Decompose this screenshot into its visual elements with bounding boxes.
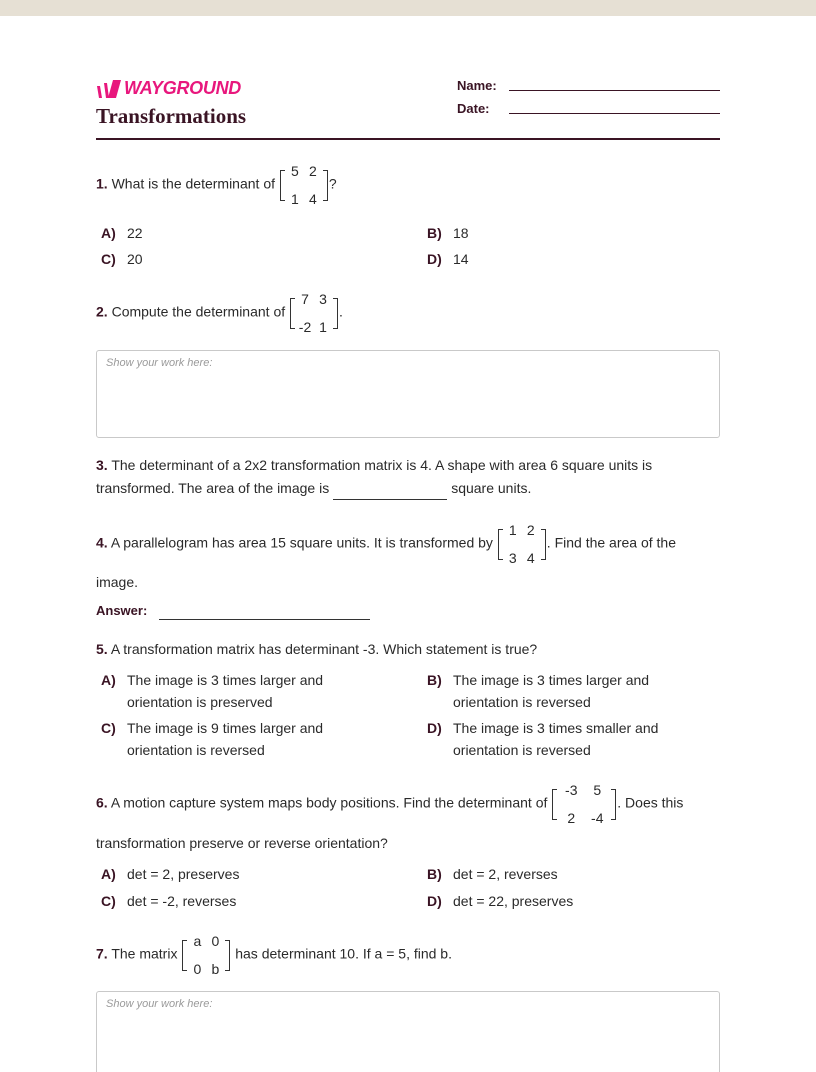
answer-label: Answer: <box>96 603 148 618</box>
option-text: det = 2, reverses <box>453 866 558 882</box>
option-text: 20 <box>127 251 143 267</box>
brand-name: WAYGROUND <box>124 78 241 98</box>
option-d[interactable] <box>422 248 673 270</box>
matrix-cell: a <box>193 933 202 949</box>
question-text-end: ? <box>328 175 337 192</box>
matrix-cell: -3 <box>565 782 578 798</box>
page-title: Transformations <box>96 104 247 128</box>
work-area[interactable] <box>96 350 720 438</box>
option-letter: C) <box>101 251 116 267</box>
question-text: image. <box>96 574 139 590</box>
option-text: det = -2, reverses <box>127 893 237 909</box>
question-text: What is the determinant of <box>111 175 275 192</box>
matrix-cell: 2 <box>567 810 576 826</box>
option-letter: B) <box>427 672 442 688</box>
matrix-cell: -2 <box>298 319 312 335</box>
option-text: 22 <box>127 225 143 241</box>
matrix <box>498 522 546 566</box>
question-5 <box>96 638 537 661</box>
date-field[interactable] <box>509 113 720 114</box>
option-d[interactable] <box>422 717 673 761</box>
work-area-placeholder: Show your work here: <box>106 357 213 369</box>
option-b[interactable] <box>422 863 673 885</box>
option-letter: A) <box>101 672 116 688</box>
question-number: 5. <box>96 641 108 657</box>
option-letter: D) <box>427 720 442 736</box>
matrix <box>182 933 230 977</box>
question-text: The matrix <box>111 945 178 962</box>
question-number: 2. <box>96 303 108 320</box>
option-c[interactable] <box>96 717 347 761</box>
option-a[interactable] <box>96 222 347 244</box>
matrix-cell: b <box>211 961 220 977</box>
name-label: Name: <box>457 78 497 93</box>
fill-in-blank[interactable] <box>333 485 447 500</box>
matrix-cell: -4 <box>591 810 604 826</box>
work-area[interactable] <box>96 991 720 1072</box>
option-letter: A) <box>101 225 116 241</box>
option-a[interactable] <box>96 669 347 713</box>
question-text: A motion capture system maps body positions. Find the determinant of <box>110 794 548 811</box>
name-field[interactable] <box>509 90 720 91</box>
option-text: det = 22, preserves <box>453 893 574 909</box>
matrix <box>552 782 616 826</box>
question-text: transformed. The area of the image is <box>96 480 330 496</box>
question-text-end: . <box>339 303 343 320</box>
option-text: 14 <box>453 251 469 267</box>
question-3 <box>96 454 652 477</box>
question-text: A transformation matrix has determinant -3. Which statement is true? <box>110 641 538 657</box>
question-6-line-2 <box>96 832 388 855</box>
question-text-end: square units. <box>451 480 532 496</box>
option-letter: C) <box>101 720 116 736</box>
question-text-end: . Does this <box>617 794 684 811</box>
question-number: 7. <box>96 945 108 962</box>
top-bar <box>0 0 816 16</box>
option-a[interactable] <box>96 863 347 885</box>
matrix-cell: 7 <box>301 291 309 307</box>
option-letter: D) <box>427 251 442 267</box>
question-number: 1. <box>96 175 108 192</box>
matrix-cell: 3 <box>508 550 517 566</box>
option-letter: B) <box>427 866 442 882</box>
matrix-cell: 5 <box>593 782 602 798</box>
work-area-placeholder: Show your work here: <box>106 998 213 1010</box>
matrix <box>290 291 338 335</box>
question-7 <box>96 933 452 977</box>
option-letter: A) <box>101 866 116 882</box>
option-text: The image is 9 times larger and orientation is reversed <box>127 720 324 758</box>
matrix-cell: 2 <box>308 163 317 179</box>
option-text: 18 <box>453 225 469 241</box>
option-b[interactable] <box>422 222 673 244</box>
option-text: det = 2, preserves <box>127 866 240 882</box>
option-letter: C) <box>101 893 116 909</box>
answer-field[interactable] <box>159 619 370 620</box>
question-text: The determinant of a 2x2 transformation matrix is 4. A shape with area 6 square units is <box>111 457 653 473</box>
question-4 <box>96 522 676 566</box>
matrix <box>280 163 328 207</box>
option-d[interactable] <box>422 890 673 912</box>
brand-logo <box>96 78 241 99</box>
matrix-cell: 3 <box>319 291 327 307</box>
option-c[interactable] <box>96 248 347 270</box>
question-1 <box>96 163 337 207</box>
question-number: 3. <box>96 457 108 473</box>
question-text-end: . Find the area of the <box>546 534 676 551</box>
question-4-line-2 <box>96 571 138 594</box>
question-text: transformation preserve or reverse orientation? <box>96 835 388 851</box>
option-text: The image is 3 times larger and orientation is preserved <box>127 672 324 710</box>
question-number: 4. <box>96 534 108 551</box>
question-text: Compute the determinant of <box>111 303 286 320</box>
matrix-cell: 2 <box>526 522 535 538</box>
question-text: A parallelogram has area 15 square units. It is transformed by <box>110 534 493 551</box>
question-text-end: has determinant 10. If a = 5, find b. <box>235 945 452 962</box>
wayground-logo-icon <box>96 80 122 98</box>
question-2 <box>96 291 343 335</box>
option-text: The image is 3 times larger and orientation is reversed <box>453 672 650 710</box>
option-b[interactable] <box>422 669 673 713</box>
option-text: The image is 3 times smaller and orientation is reversed <box>453 720 659 758</box>
option-letter: B) <box>427 225 442 241</box>
matrix-cell: 4 <box>308 191 317 207</box>
option-c[interactable] <box>96 890 347 912</box>
header-divider <box>96 138 720 140</box>
date-label: Date: <box>457 101 490 116</box>
matrix-cell: 0 <box>211 933 220 949</box>
matrix-cell: 0 <box>193 961 202 977</box>
option-letter: D) <box>427 893 442 909</box>
question-6 <box>96 782 683 826</box>
matrix-cell: 4 <box>526 550 535 566</box>
matrix-cell: 1 <box>508 522 517 538</box>
matrix-cell: 1 <box>290 191 299 207</box>
matrix-cell: 5 <box>290 163 299 179</box>
question-number: 6. <box>96 794 108 811</box>
question-3-line-2 <box>96 477 531 500</box>
matrix-cell: 1 <box>319 319 327 335</box>
